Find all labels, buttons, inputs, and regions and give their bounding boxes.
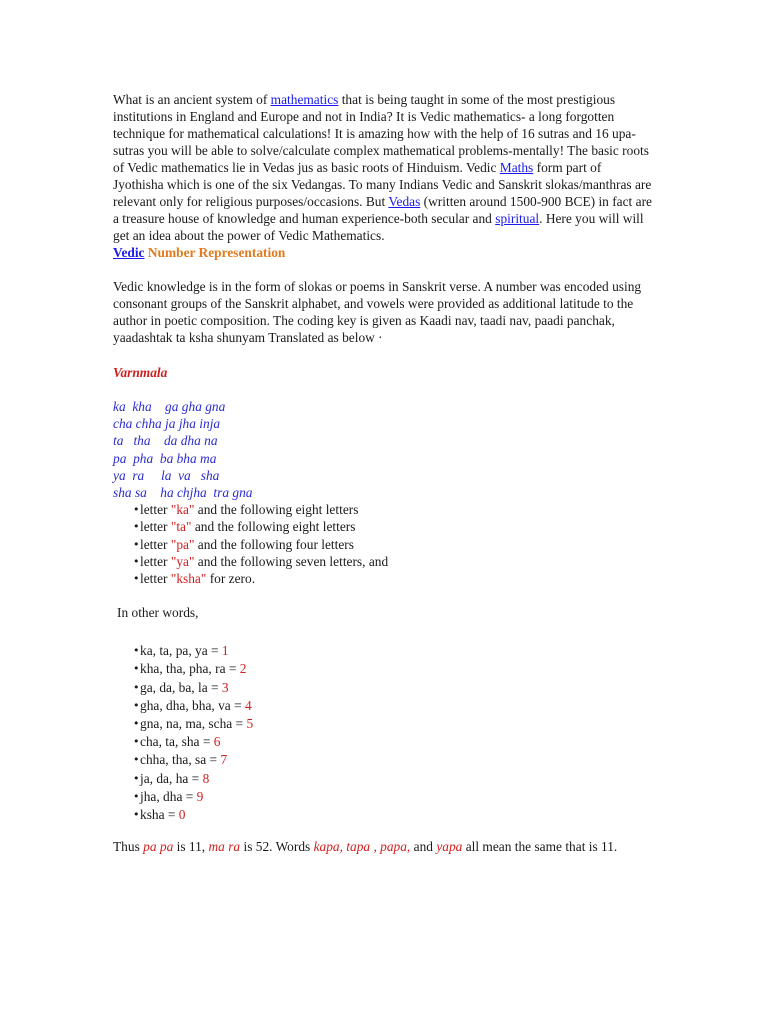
thus-text: is 52. Words — [240, 839, 314, 855]
list-item — [113, 536, 653, 553]
list-item — [113, 501, 653, 518]
varnamala-line: pa pha ba bha ma — [113, 450, 217, 466]
intro-text-5: . Here you will will get an idea about the power of Vedic Mathematics. — [113, 211, 644, 243]
mapping-value: 6 — [213, 734, 221, 750]
list-item — [113, 570, 653, 587]
intro-paragraph — [113, 91, 653, 244]
letter-post: for zero. — [206, 571, 256, 587]
thus-text: Thus — [113, 839, 144, 855]
list-item — [113, 679, 653, 697]
link-vedas[interactable]: Vedas — [388, 194, 421, 209]
thus-word: ma ra — [208, 839, 241, 855]
mapping-letters: ka, ta, pa, ya = — [140, 643, 222, 659]
mapping-value: 8 — [202, 770, 210, 786]
list-item — [113, 788, 653, 806]
varnamala-line: ta tha da dha na — [113, 433, 218, 449]
link-vedic[interactable]: Vedic — [113, 245, 145, 260]
thus-word: yapa — [436, 839, 463, 855]
mapping-value: 0 — [178, 807, 186, 823]
list-item — [113, 715, 653, 733]
mapping-letters: gna, na, ma, scha = — [140, 716, 247, 732]
intro-text-4: (written around 1500-900 BCE) in fact are a treasure house of knowledge and human experience-both secular and — [113, 194, 652, 226]
varnamala-lines — [113, 398, 653, 501]
mapping-value: 4 — [244, 697, 252, 713]
list-item — [113, 751, 653, 769]
list-item — [113, 770, 653, 788]
list-item — [113, 642, 653, 660]
thus-word: pa pa — [143, 839, 174, 855]
link-spiritual[interactable]: spiritual — [495, 211, 540, 226]
letter-post: and the following four letters — [194, 536, 354, 552]
letter-post: and the following eight letters — [191, 519, 356, 535]
mapping-letters: gha, dha, bha, va = — [140, 697, 245, 713]
letter-pre: letter — [140, 571, 171, 587]
intro-text-3: form part of Jyothisha which is one of the six Vedangas. To many Indians Vedic and Sanskrit slokas/manthras are relevant only for religious purposes/occasions. But — [113, 160, 652, 209]
varnamala-line: ka kha ga gha gna — [113, 399, 226, 414]
list-item — [113, 697, 653, 715]
varnamala-line: sha sa ha chjha tra gna — [113, 485, 253, 501]
letter-key: "ka" — [170, 502, 195, 518]
list-item — [113, 518, 653, 535]
mapping-value: 9 — [196, 788, 204, 804]
intro-text-1: What is an ancient system of — [113, 92, 271, 107]
letter-key-list — [113, 501, 653, 587]
mapping-value: 3 — [221, 679, 229, 695]
letter-pre: letter — [140, 536, 171, 552]
mapping-letters: cha, ta, sha = — [140, 734, 214, 750]
list-item — [113, 660, 653, 678]
thus-word: kapa, tapa , papa, — [313, 839, 411, 855]
mapping-letters: ksha = — [140, 807, 179, 823]
varnamala-title: Varnmala — [113, 365, 168, 380]
link-maths[interactable]: Maths — [499, 160, 534, 175]
letter-post: and the following eight letters — [194, 502, 359, 518]
other-words-label: In other words, — [117, 605, 199, 621]
section-heading — [113, 244, 653, 261]
mapping-value: 1 — [221, 643, 229, 659]
letter-key: "ta" — [170, 519, 192, 535]
letter-key: "pa" — [170, 536, 195, 552]
mapping-letters: ga, da, ba, la = — [140, 679, 222, 695]
number-mapping-list — [113, 642, 653, 824]
letter-post: and the following seven letters, and — [194, 553, 389, 569]
mapping-value: 5 — [246, 716, 254, 732]
letter-pre: letter — [140, 502, 171, 518]
letter-pre: letter — [140, 553, 171, 569]
thus-text: is 11, — [173, 839, 209, 855]
mapping-letters: kha, tha, pha, ra = — [140, 661, 240, 677]
thus-text: and — [410, 839, 437, 855]
mapping-letters: chha, tha, sa = — [140, 752, 221, 768]
thus-paragraph — [113, 837, 653, 857]
thus-text: all mean the same that is 11. — [462, 839, 618, 855]
link-mathematics[interactable]: mathematics — [270, 92, 339, 107]
mapping-value: 2 — [239, 661, 247, 677]
encoding-paragraph: Vedic knowledge is in the form of slokas or poems in Sanskrit verse. A number was encoded using consonant groups of the Sanskrit alphabet, and vowels were provided as additional latitude to the author in poetic composition. The coding key is given as Kaadi nav, taadi nav, paadi panchak, yaadashtak ta ksha shunyam Translated as below · — [113, 279, 642, 345]
mapping-letters: jha, dha = — [140, 788, 197, 804]
letter-key: "ksha" — [170, 571, 207, 587]
letter-pre: letter — [140, 519, 171, 535]
list-item — [113, 553, 653, 570]
intro-text-2: that is being taught in some of the most prestigious institutions in England and Europe and not in India? It is Vedic mathematics- a long forgotten technique for mathematical calculations! It is amazing how with the help of 16 sutras and 16 upa-sutras you will be able to solve/calculate complex mathematical problems-mentally! The basic roots of Vedic mathematics lie in Vedas jus as basic roots of Hinduism. Vedic — [113, 92, 649, 175]
varnamala-line: ya ra la va sha — [113, 467, 220, 483]
mapping-letters: ja, da, ha = — [140, 770, 203, 786]
varnamala-line: cha chha ja jha inja — [113, 416, 221, 432]
mapping-value: 7 — [220, 752, 228, 768]
list-item — [113, 806, 653, 824]
letter-key: "ya" — [170, 553, 195, 569]
heading-rest: Number Representation — [144, 245, 286, 260]
document-body — [113, 91, 653, 857]
list-item — [113, 733, 653, 751]
